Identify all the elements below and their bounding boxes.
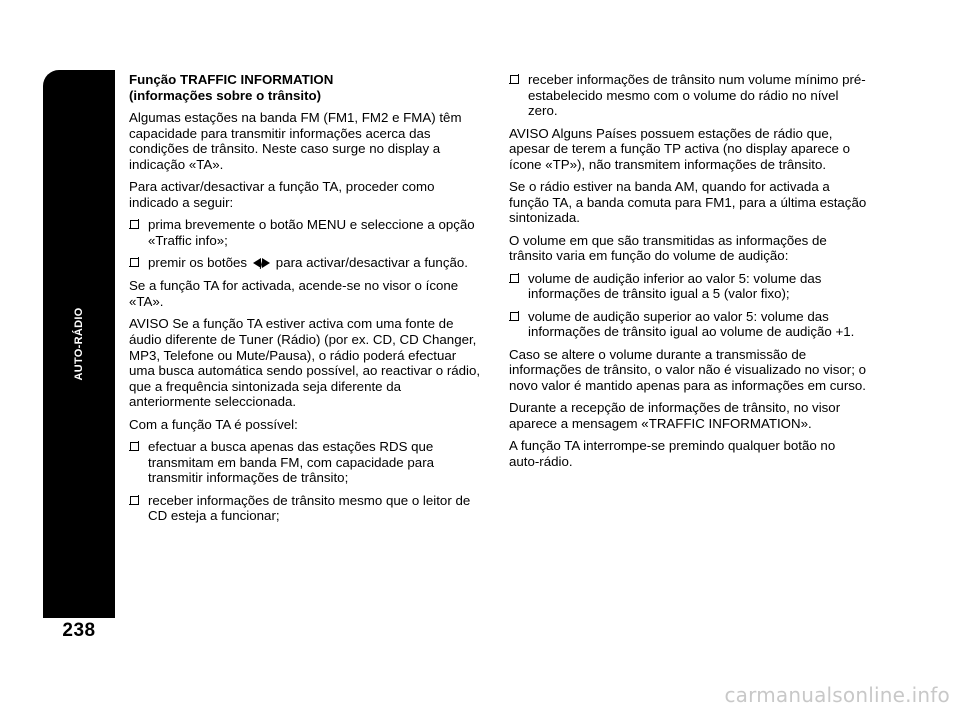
paragraph: Se a função TA for activada, acende-se no visor o ícone «TA». — [129, 278, 459, 309]
list-item — [509, 72, 869, 119]
paragraph: Algumas estações na banda FM (FM1, FM2 e FMA) têm capacidade para transmitir informações acerca das condições de trânsito. Neste caso surge no display a indicação «TA». — [129, 110, 462, 172]
paragraph: Para activar/desactivar a função TA, proceder como indicado a seguir: — [129, 179, 435, 210]
paragraph: A função TA interrompe-se premindo qualquer botão no auto-rádio. — [509, 438, 836, 469]
checkbox-bullet-icon — [130, 496, 139, 505]
section-label: AUTO-RÁDIO — [73, 307, 85, 381]
checkbox-bullet-icon — [510, 312, 519, 321]
left-column — [129, 72, 481, 531]
paragraph: O volume em que são transmitidas as informações de trânsito varia em função do volume de audição: — [509, 232, 827, 264]
checkbox-bullet-icon — [130, 220, 139, 229]
section-title — [129, 72, 481, 103]
list-item-text-post: para activar/desactivar a função. — [275, 255, 468, 271]
list-item — [129, 493, 481, 524]
list-item — [129, 439, 481, 486]
paragraph: Com a função TA é possível: — [129, 416, 298, 432]
section-sidebar — [43, 70, 115, 618]
list-item — [509, 271, 869, 302]
page-number: 238 — [62, 620, 96, 641]
title-line-1: Função TRAFFIC INFORMATION — [129, 72, 334, 87]
list-item — [129, 255, 481, 271]
watermark: carmanualsonline.info — [724, 683, 950, 707]
list-item — [129, 217, 481, 248]
list-item-text: volume de audição inferior ao valor 5: volume das informações de trânsito igual a 5 (valor fixo); — [528, 270, 822, 302]
paragraph: AVISO Se a função TA estiver activa com uma fonte de áudio diferente de Tuner (Rádio) (por ex. CD, CD Changer, MP3, Telefone ou Mute/Pausa), o rádio poderá efectuar uma busca automática sendo possível, ao reactivar o rádio, que a frequência sintonizada seja diferente da anteriormente seleccionada. — [129, 316, 481, 410]
list-item-text-pre: premir os botões — [148, 255, 248, 271]
title-line-2: (informações sobre o trânsito) — [129, 87, 322, 103]
list-item-text: volume de audição superior ao valor 5: volume das informações de trânsito igual ao volume de audição +1. — [528, 308, 855, 340]
list-item-text: prima brevemente o botão MENU e seleccione a opção «Traffic info»; — [148, 217, 475, 248]
paragraph: Se o rádio estiver na banda AM, quando for activada a função TA, a banda comuta para FM1, para a última estação sintonizada. — [509, 179, 867, 226]
checkbox-bullet-icon — [510, 75, 519, 84]
paragraph: AVISO Alguns Países possuem estações de rádio que, apesar de terem a função TP activa (no display aparece o ícone «TP»), não transmitem informações de trânsito. — [509, 125, 850, 172]
list-item-text: receber informações de trânsito num volume mínimo pré-estabelecido mesmo com o volume do rádio no nível zero. — [528, 72, 866, 119]
checkbox-bullet-icon — [130, 258, 139, 267]
checkbox-bullet-icon — [130, 442, 139, 451]
left-right-arrows-icon: / — [253, 256, 270, 272]
checkbox-bullet-icon — [510, 274, 519, 283]
paragraph: Durante a recepção de informações de trânsito, no visor aparece a mensagem «TRAFFIC INFORMATION». — [509, 400, 841, 431]
list-item — [509, 309, 869, 340]
list-item-text: receber informações de trânsito mesmo que o leitor de CD esteja a funcionar; — [148, 492, 471, 524]
list-item-text: efectuar a busca apenas das estações RDS que transmitam em banda FM, com capacidade para transmitir informações de trânsito; — [148, 439, 435, 486]
paragraph: Caso se altere o volume durante a transmissão de informações de trânsito, o valor não é visualizado no visor; o novo valor é mantido apenas para as informações em curso. — [509, 346, 866, 393]
right-column — [509, 72, 869, 476]
